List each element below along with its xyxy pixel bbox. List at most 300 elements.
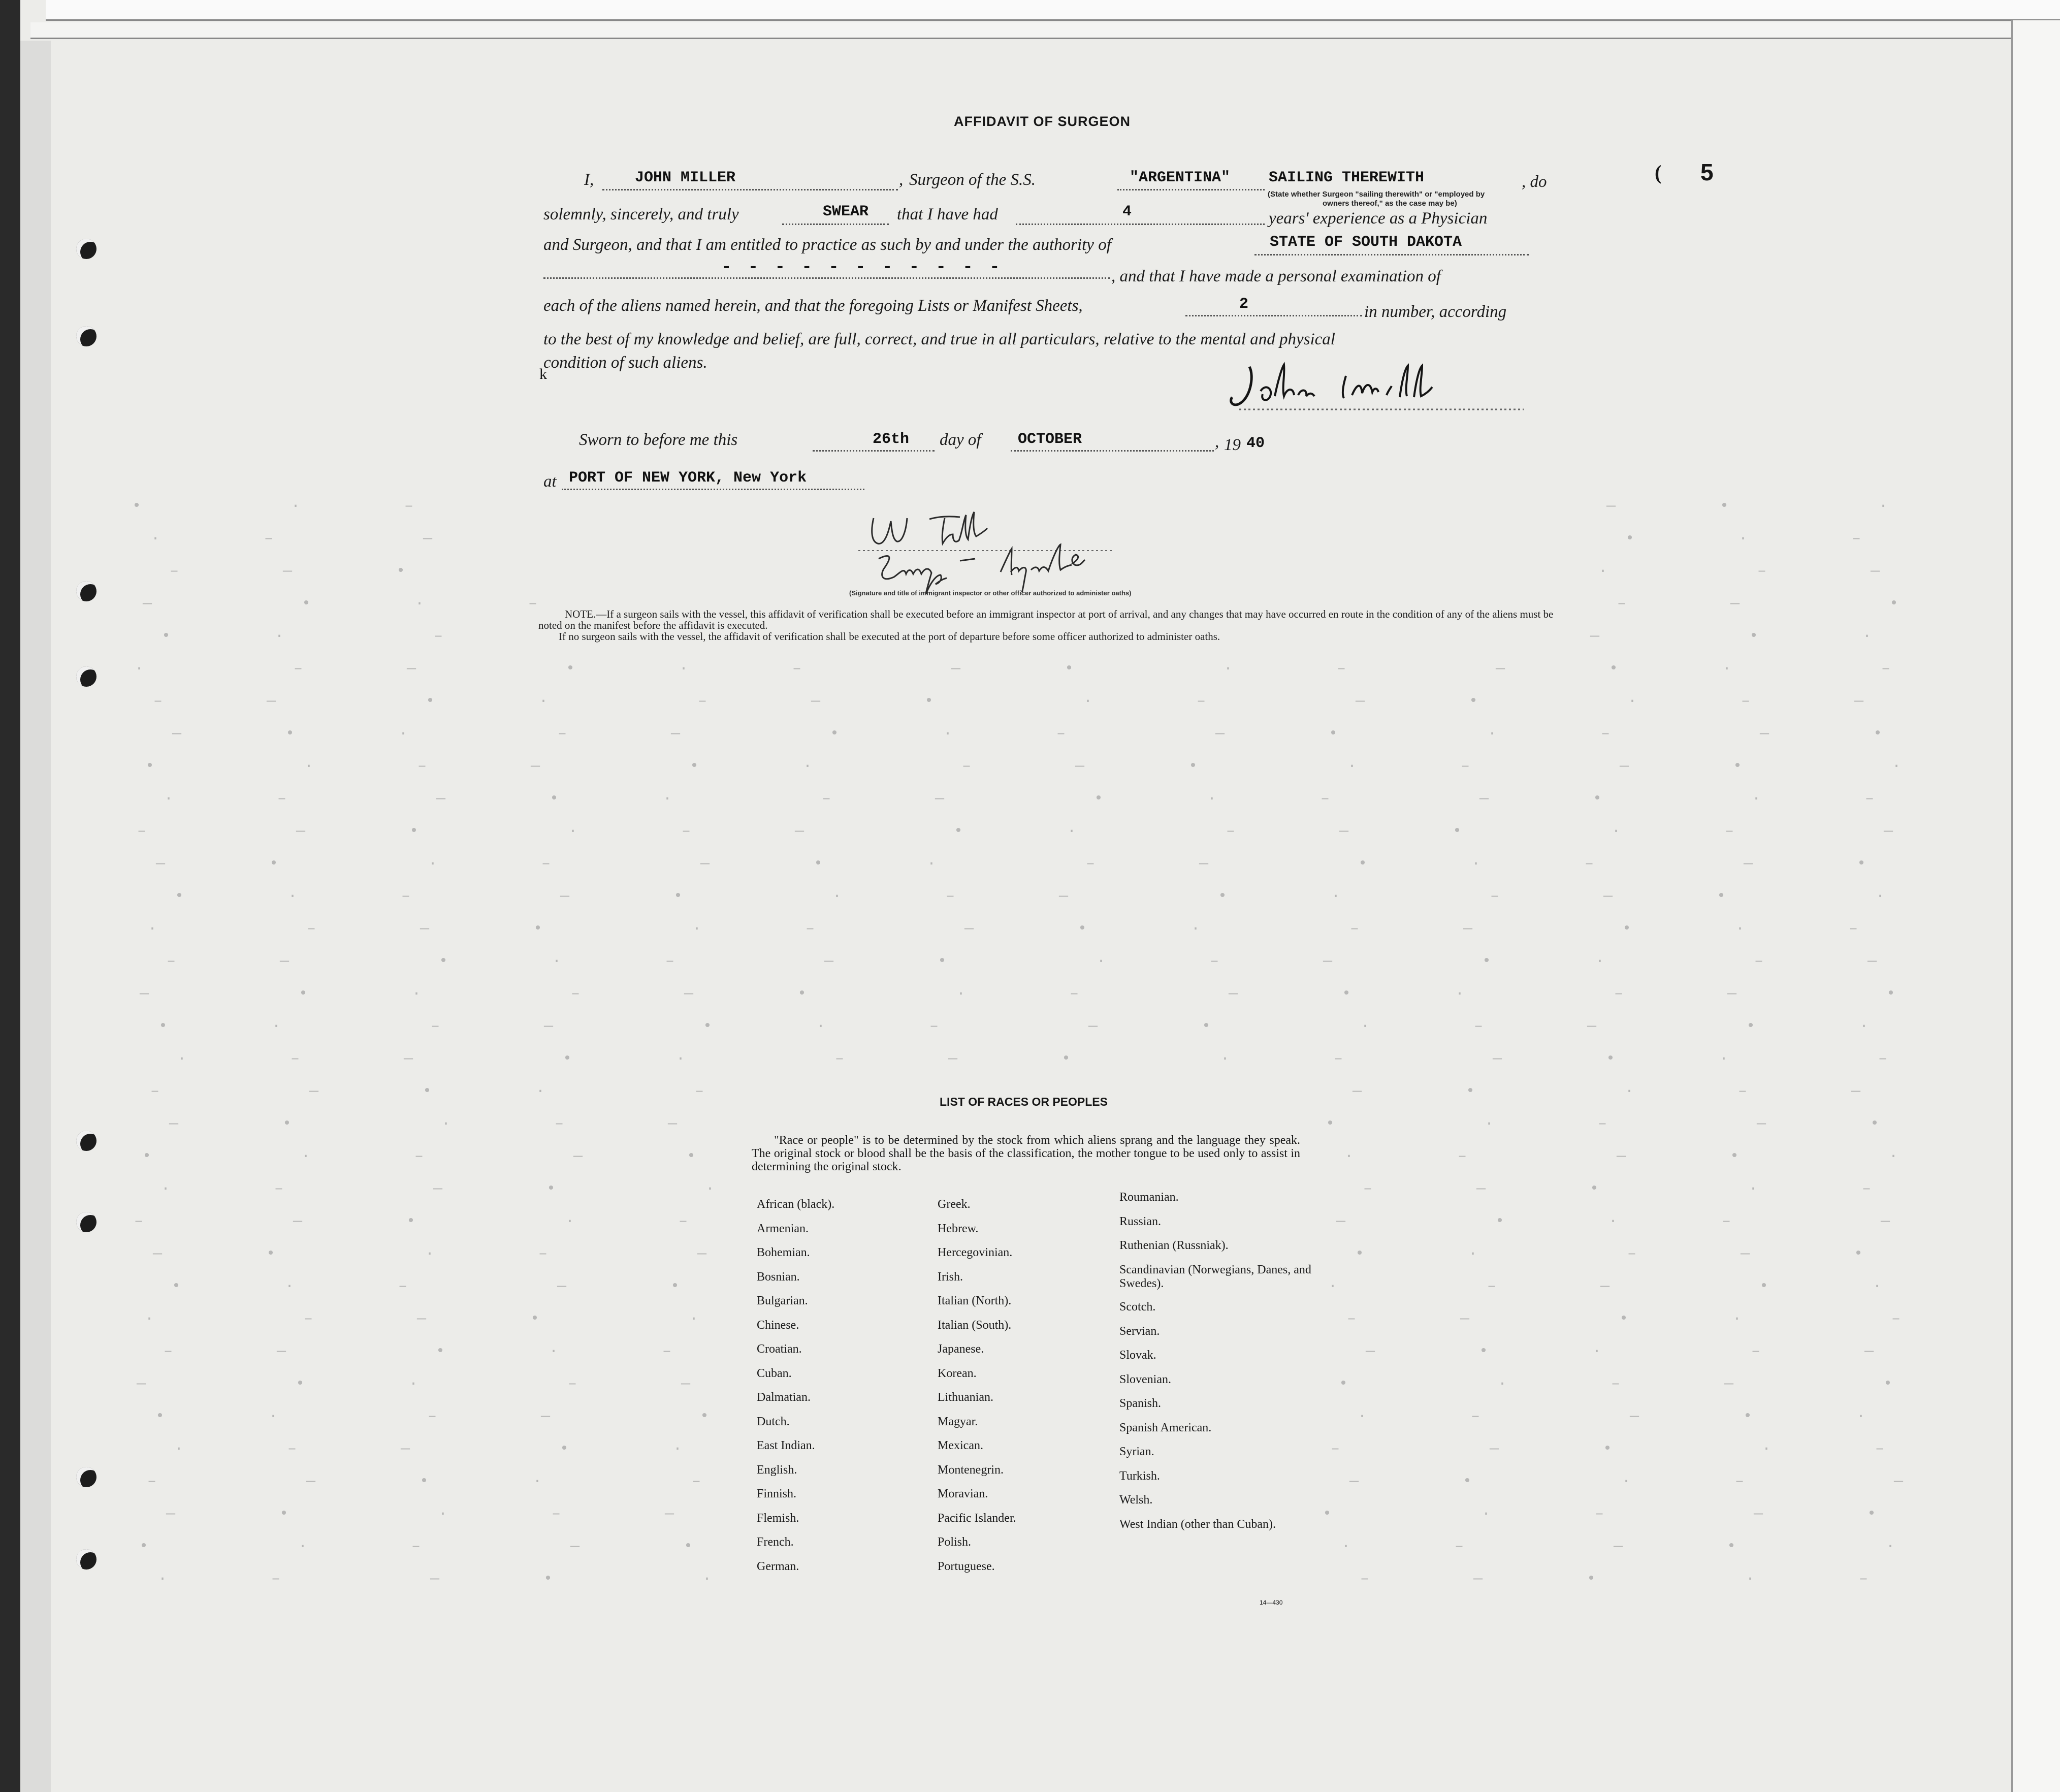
- bleed-mark: —: [948, 1050, 958, 1068]
- sheet-count-field: 2: [1239, 296, 1249, 313]
- bleed-mark: –: [662, 1343, 672, 1360]
- bleed-mark: –: [682, 823, 691, 840]
- bleed-mark: •: [1065, 660, 1074, 678]
- bleed-mark: –: [277, 790, 287, 808]
- bleed-mark: —: [1871, 563, 1880, 580]
- bleed-mark: ·: [1468, 1245, 1478, 1263]
- bleed-mark: ·: [1879, 498, 1888, 515]
- race-item: Ruthenian (Russniak).: [1119, 1239, 1229, 1252]
- place-field: PORT OF NEW YORK, New York: [569, 469, 807, 487]
- bleed-mark: ·: [1862, 628, 1872, 645]
- sailing-note: owners thereof," as the case may be): [1323, 199, 1457, 208]
- bleed-mark: —: [1620, 758, 1629, 775]
- bleed-mark: ·: [1886, 1538, 1895, 1555]
- text-have-had: that I have had: [897, 205, 998, 223]
- bleed-mark: •: [299, 985, 308, 1003]
- bleed-mark: ·: [288, 888, 298, 905]
- bleed-mark: —: [1730, 595, 1740, 613]
- page-edge-right: [2011, 20, 2060, 1792]
- bleed-mark: —: [172, 725, 182, 743]
- surgeon-signature: [1219, 356, 1534, 417]
- bleed-mark: –: [1875, 1441, 1885, 1458]
- bleed-mark: —: [1088, 1018, 1098, 1035]
- bleed-mark: ·: [1622, 1473, 1631, 1490]
- bleed-mark: ·: [438, 1506, 448, 1523]
- bleed-mark: —: [1754, 1506, 1763, 1523]
- binder-hole: [76, 1549, 96, 1570]
- bleed-mark: –: [1474, 1018, 1484, 1035]
- binder-hole: [76, 326, 96, 346]
- bleed-mark: ·: [568, 823, 578, 840]
- bleed-mark: —: [557, 1278, 567, 1295]
- bleed-mark: •: [1358, 855, 1368, 873]
- bleed-mark: ·: [692, 920, 702, 938]
- bleed-mark: •: [423, 1083, 432, 1100]
- bleed-mark: —: [671, 725, 681, 743]
- bleed-mark: —: [573, 1148, 583, 1165]
- race-item: Servian.: [1119, 1324, 1160, 1338]
- bleed-mark: –: [404, 498, 414, 515]
- sailing-status-field: SAILING THEREWITH: [1269, 169, 1425, 186]
- bleed-mark: —: [1884, 823, 1893, 840]
- bleed-mark: —: [1356, 693, 1365, 710]
- bleed-mark: –: [1862, 1180, 1872, 1198]
- note-label: NOTE.: [565, 608, 596, 620]
- bleed-mark: •: [1329, 725, 1338, 743]
- bleed-mark: —: [1479, 790, 1489, 808]
- bleed-mark: —: [404, 1050, 413, 1068]
- bleed-mark: ·: [1220, 1050, 1230, 1068]
- bleed-mark: •: [1622, 920, 1632, 938]
- text-sworn: Sworn to before me this: [579, 431, 738, 449]
- bleed-mark: ·: [1762, 1441, 1772, 1458]
- note-text-1: —If a surgeon sails with the vessel, this affidavit of verification shall be executed before an immigrant inspector at port of arrival, and any changes that may have occurred en route in the condition of any of the aliens must be noted on the manifest before the affidavit is executed.: [538, 608, 1554, 631]
- bleed-mark: —: [156, 855, 166, 873]
- binder-hole: [76, 666, 96, 687]
- bleed-mark: –: [1086, 855, 1096, 873]
- bleed-mark: •: [282, 1115, 292, 1133]
- bleed-mark: —: [1724, 1375, 1734, 1393]
- bleed-mark: —: [951, 660, 961, 678]
- bleed-mark: –: [929, 1018, 939, 1035]
- bleed-mark: •: [673, 888, 683, 905]
- bleed-mark: —: [1353, 1083, 1362, 1100]
- bleed-mark: ·: [177, 1050, 187, 1068]
- bleed-mark: —: [1473, 1571, 1483, 1588]
- bleed-mark: ·: [1097, 953, 1106, 970]
- bleed-mark: ·: [1892, 758, 1902, 775]
- bleed-mark: —: [267, 693, 276, 710]
- bleed-mark: –: [1360, 1571, 1370, 1588]
- bleed-mark: ·: [549, 1343, 559, 1360]
- bleed-mark: –: [665, 953, 675, 970]
- field-line: [1016, 223, 1265, 225]
- margin-mark: k: [539, 366, 547, 382]
- race-item: Turkish.: [1119, 1469, 1160, 1483]
- bleed-mark: —: [964, 920, 974, 938]
- bleed-mark: –: [1487, 1278, 1497, 1295]
- bleed-mark: ·: [943, 725, 953, 743]
- bleed-mark: •: [1482, 953, 1492, 970]
- bleed-mark: ·: [536, 1083, 545, 1100]
- bleed-mark: —: [684, 985, 694, 1003]
- bleed-mark: —: [1606, 498, 1616, 515]
- bleed-mark: ·: [1344, 1148, 1354, 1165]
- bleed-mark: –: [431, 1018, 440, 1035]
- bleed-mark: ·: [676, 1050, 686, 1068]
- bleed-mark: —: [433, 1180, 443, 1198]
- race-item: Greek.: [938, 1198, 971, 1211]
- race-item: East Indian.: [757, 1439, 815, 1452]
- bleed-mark: –: [541, 855, 551, 873]
- bleed-mark: ·: [663, 790, 672, 808]
- text-authority: and Surgeon, and that I am entitled to practice as such by and under the authority of: [543, 236, 1111, 254]
- authority-field: STATE OF SOUTH DAKOTA: [1270, 234, 1462, 251]
- race-item: Russian.: [1119, 1214, 1162, 1228]
- bleed-mark: •: [396, 563, 406, 580]
- bleed-mark: –: [1891, 1310, 1901, 1328]
- bleed-mark: ·: [533, 1473, 542, 1490]
- bleed-mark: –: [1865, 790, 1875, 808]
- bleed-mark: —: [1603, 888, 1613, 905]
- page-edge-top: [46, 0, 2060, 21]
- bleed-mark: ·: [1498, 1375, 1507, 1393]
- text-at: at: [543, 472, 557, 491]
- text-experience: years' experience as a Physician: [1269, 209, 1488, 228]
- bleed-mark: —: [153, 1245, 163, 1263]
- bleed-mark: •: [1453, 823, 1462, 840]
- bleed-mark: •: [1094, 790, 1104, 808]
- bleed-mark: •: [285, 725, 295, 743]
- bleed-mark: ·: [816, 1018, 826, 1035]
- sailing-note: (State whether Surgeon "sailing therewith" or "employed by: [1268, 190, 1485, 199]
- race-item: Cuban.: [757, 1366, 792, 1380]
- bleed-mark: •: [269, 855, 279, 873]
- bleed-mark: —: [1760, 725, 1769, 743]
- race-item: Dutch.: [757, 1415, 790, 1428]
- race-item: Flemish.: [757, 1511, 799, 1525]
- bleed-mark: ·: [1361, 1018, 1370, 1035]
- bleed-mark: –: [1878, 1050, 1888, 1068]
- bleed-mark: ·: [1749, 1180, 1758, 1198]
- bleed-mark: —: [1229, 985, 1238, 1003]
- bleed-mark: ·: [1608, 1213, 1618, 1230]
- races-intro: "Race or people" is to be determined by the stock from which aliens sprang and the language they speak. The original stock or blood shall be the basis of the classification, the mother tongue to be used only to assist in determining the original stock.: [752, 1134, 1300, 1173]
- race-item: Mexican.: [938, 1439, 983, 1452]
- race-item: African (black).: [757, 1198, 835, 1211]
- bleed-mark: •: [954, 823, 963, 840]
- bleed-mark: •: [406, 1213, 416, 1230]
- bleed-mark: •: [1730, 1148, 1740, 1165]
- bleed-mark: ·: [1358, 1408, 1367, 1425]
- field-line: [813, 450, 935, 452]
- bleed-mark: ·: [1625, 1083, 1634, 1100]
- bleed-mark: •: [158, 1018, 168, 1035]
- bleed-mark: •: [162, 628, 171, 645]
- bleed-mark: –: [1751, 1343, 1761, 1360]
- race-item: Bohemian.: [757, 1246, 810, 1259]
- bleed-mark: –: [1735, 1473, 1745, 1490]
- bleed-mark: •: [1619, 1310, 1629, 1328]
- bleed-mark: —: [137, 1375, 146, 1393]
- bleed-mark: •: [546, 1180, 556, 1198]
- bleed-mark: —: [1757, 1115, 1766, 1133]
- race-item: Finnish.: [757, 1487, 797, 1500]
- bleed-mark: •: [1873, 725, 1883, 743]
- bleed-mark: ·: [552, 953, 562, 970]
- bleed-mark: –: [1455, 1538, 1464, 1555]
- bleed-mark: ·: [161, 1180, 171, 1198]
- bleed-mark: •: [563, 1050, 572, 1068]
- race-item: Polish.: [938, 1535, 972, 1549]
- bleed-mark: –: [1598, 1115, 1607, 1133]
- sworn-day-field: 26th: [873, 431, 910, 448]
- bleed-mark: ·: [148, 920, 157, 938]
- bleed-mark: —: [423, 530, 433, 548]
- bleed-mark: ·: [1859, 1018, 1869, 1035]
- bleed-mark: ·: [269, 1408, 278, 1425]
- bleed-mark: –: [1738, 1083, 1748, 1100]
- race-item: French.: [757, 1535, 794, 1549]
- bleed-mark: –: [835, 1050, 845, 1068]
- bleed-mark: —: [407, 660, 416, 678]
- races-title: LIST OF RACES OR PEOPLES: [940, 1095, 1108, 1108]
- bleed-mark: •: [1717, 888, 1726, 905]
- bleed-mark: •: [1867, 1506, 1877, 1523]
- bleed-mark: –: [1363, 1180, 1373, 1198]
- bleed-mark: —: [1590, 628, 1600, 645]
- bleed-mark: ·: [1224, 660, 1233, 678]
- text-surgeon-of: Surgeon of the S.S.: [909, 171, 1036, 189]
- bleed-mark: ·: [673, 1441, 683, 1458]
- bleed-mark: ·: [1735, 920, 1745, 938]
- bleed-mark: –: [1757, 563, 1767, 580]
- race-item: Scotch.: [1119, 1300, 1156, 1314]
- binder-hole: [76, 239, 96, 259]
- bleed-mark: –: [568, 1375, 577, 1393]
- bleed-mark: ·: [298, 1538, 308, 1555]
- bleed-mark: •: [797, 985, 807, 1003]
- scan-left-border: [0, 0, 20, 1792]
- form-number: 14—430: [1260, 1599, 1283, 1606]
- bleed-mark: —: [795, 823, 804, 840]
- field-line: [543, 277, 1110, 279]
- bleed-mark: ·: [1876, 888, 1885, 905]
- bleed-mark: —: [1463, 920, 1473, 938]
- bleed-mark: •: [420, 1473, 429, 1490]
- bleed-mark: –: [1725, 823, 1734, 840]
- bleed-mark: •: [302, 595, 311, 613]
- race-item: Croatian.: [757, 1342, 802, 1356]
- bleed-mark: —: [420, 920, 430, 938]
- bleed-mark: –: [147, 1473, 157, 1490]
- bleed-mark: —: [283, 563, 293, 580]
- bleed-mark: —: [1075, 758, 1085, 775]
- bleed-mark: –: [1226, 823, 1236, 840]
- bleed-mark: •: [1587, 1571, 1596, 1588]
- bleed-mark: –: [692, 1473, 701, 1490]
- race-item: Welsh.: [1119, 1493, 1153, 1507]
- bleed-mark: –: [153, 693, 163, 710]
- bleed-mark: –: [417, 758, 427, 775]
- race-item: Slovak.: [1119, 1349, 1156, 1362]
- bleed-mark: –: [698, 693, 707, 710]
- bleed-mark: •: [1188, 758, 1198, 775]
- bleed-mark: –: [1197, 693, 1206, 710]
- bleed-mark: –: [294, 660, 303, 678]
- bleed-mark: •: [139, 1538, 149, 1555]
- race-item: English.: [757, 1463, 797, 1477]
- race-item: Moravian.: [938, 1487, 988, 1500]
- bleed-mark: •: [1606, 1050, 1616, 1068]
- authority-line-2: - - - - - - - - - - -: [721, 258, 1003, 277]
- bleed-mark: —: [1496, 660, 1505, 678]
- bleed-mark: –: [946, 888, 955, 905]
- bleed-mark: •: [1466, 1083, 1475, 1100]
- bleed-mark: •: [1746, 1018, 1756, 1035]
- bleed-mark: •: [1857, 855, 1866, 873]
- bleed-mark: •: [1759, 1278, 1769, 1295]
- binder-hole: [76, 1131, 96, 1151]
- bleed-mark: ·: [1331, 888, 1341, 905]
- bleed-mark: –: [1741, 693, 1751, 710]
- bleed-mark: •: [1355, 1245, 1365, 1263]
- bleed-mark: •: [1749, 628, 1759, 645]
- bleed-mark: –: [822, 790, 831, 808]
- race-item: Lithuanian.: [938, 1391, 993, 1404]
- bleed-mark: ·: [1067, 823, 1077, 840]
- bleed-mark: •: [700, 1408, 710, 1425]
- bleed-mark: –: [1350, 920, 1360, 938]
- bleed-mark: •: [938, 953, 947, 970]
- bleed-mark: —: [1199, 855, 1209, 873]
- bleed-mark: —: [417, 1310, 427, 1328]
- text-i: I,: [584, 171, 594, 189]
- race-item: Irish.: [938, 1270, 963, 1284]
- bleed-mark: ·: [399, 725, 408, 743]
- bleed-mark: •: [172, 1278, 181, 1295]
- bleed-mark: –: [264, 530, 274, 548]
- bleed-mark: •: [560, 1441, 569, 1458]
- bleed-mark: —: [700, 855, 710, 873]
- field-line: [1254, 254, 1529, 255]
- race-item: Spanish American.: [1119, 1421, 1212, 1434]
- bleed-mark: •: [1886, 985, 1896, 1003]
- bleed-mark: —: [531, 758, 540, 775]
- bleed-mark: ·: [1592, 1343, 1602, 1360]
- bleed-mark: •: [296, 1375, 305, 1393]
- page-number: 5: [1700, 159, 1714, 185]
- bleed-mark: ·: [285, 1278, 295, 1295]
- bleed-mark: •: [924, 693, 934, 710]
- bleed-mark: •: [1326, 1115, 1335, 1133]
- bleed-mark: –: [1321, 790, 1330, 808]
- bleed-mark: —: [1727, 985, 1737, 1003]
- bleed-mark: ·: [689, 1310, 699, 1328]
- bleed-mark: •: [1720, 498, 1729, 515]
- race-item: Dalmatian.: [757, 1391, 811, 1404]
- bleed-mark: •: [1603, 1441, 1613, 1458]
- bleed-mark: —: [1366, 1343, 1375, 1360]
- bleed-mark: ·: [441, 1115, 451, 1133]
- race-item: Pacific Islander.: [938, 1511, 1016, 1525]
- bleed-mark: –: [1881, 660, 1891, 678]
- race-item: Portuguese.: [938, 1559, 995, 1573]
- race-item: Bosnian.: [757, 1270, 800, 1284]
- bleed-mark: •: [550, 790, 559, 808]
- bleed-mark: —: [1614, 1538, 1623, 1555]
- bleed-mark: •: [1339, 1375, 1348, 1393]
- bleed-mark: —: [935, 790, 945, 808]
- bleed-mark: •: [1625, 530, 1635, 548]
- bleed-mark: ·: [803, 758, 813, 775]
- bleed-mark: –: [401, 888, 411, 905]
- bleed-mark: ·: [135, 660, 144, 678]
- race-item: Montenegrin.: [938, 1463, 1004, 1477]
- bleed-mark: ·: [428, 855, 438, 873]
- bleed-mark: —: [681, 1375, 691, 1393]
- bleed-mark: ·: [425, 1245, 435, 1263]
- race-item: German.: [757, 1559, 799, 1573]
- bleed-mark: ·: [832, 888, 842, 905]
- bleed-mark: ·: [304, 758, 314, 775]
- bleed-mark: ·: [1482, 1506, 1491, 1523]
- bleed-mark: •: [670, 1278, 680, 1295]
- bleed-mark: –: [134, 1213, 144, 1230]
- field-line: [602, 189, 898, 190]
- field-line: [782, 223, 889, 225]
- surgeon-name-field: JOHN MILLER: [635, 169, 736, 186]
- bleed-mark: —: [1881, 1213, 1890, 1230]
- bleed-mark: —: [1851, 1083, 1861, 1100]
- race-item: Japanese.: [938, 1342, 984, 1356]
- bleed-mark: –: [411, 1538, 421, 1555]
- bleed-mark: •: [439, 953, 448, 970]
- bleed-mark: ·: [1598, 563, 1608, 580]
- bleed-mark: —: [280, 953, 289, 970]
- race-item: Italian (South).: [938, 1318, 1012, 1332]
- text-best-of-knowledge: to the best of my knowledge and belief, are full, correct, and true in all particulars, relative to the mental and physical: [543, 330, 1335, 348]
- bleed-mark: –: [1617, 595, 1627, 613]
- bleed-mark: ·: [272, 1018, 281, 1035]
- bleed-mark: –: [1331, 1441, 1340, 1458]
- bleed-mark: —: [140, 985, 149, 1003]
- binder-hole: [76, 1212, 96, 1232]
- bleed-mark: –: [291, 1050, 300, 1068]
- bleed-mark: –: [1471, 1408, 1480, 1425]
- bleed-mark: •: [690, 758, 699, 775]
- bleed-mark: ·: [1732, 1310, 1742, 1328]
- form-title: AFFIDAVIT OF SURGEON: [954, 114, 1131, 129]
- bleed-mark: ·: [702, 1571, 712, 1588]
- bleed-mark: —: [1587, 1018, 1597, 1035]
- bleed-mark: —: [1868, 953, 1877, 970]
- year-prefix: 19: [1224, 436, 1241, 454]
- text-comma: ,: [899, 171, 904, 189]
- bleed-mark: •: [1727, 1538, 1736, 1555]
- bleed-mark: ·: [1485, 1115, 1494, 1133]
- bleed-mark: —: [570, 1538, 580, 1555]
- bleed-mark: –: [414, 1148, 424, 1165]
- race-item: Spanish.: [1119, 1397, 1162, 1410]
- bleed-mark: •: [684, 1538, 693, 1555]
- bleed-mark: —: [1741, 1245, 1750, 1263]
- bleed-mark: –: [571, 985, 581, 1003]
- bleed-mark: –: [398, 1278, 408, 1295]
- bleed-mark: ·: [164, 790, 174, 808]
- bleed-mark: •: [1590, 1180, 1599, 1198]
- bleed-mark: —: [668, 1115, 678, 1133]
